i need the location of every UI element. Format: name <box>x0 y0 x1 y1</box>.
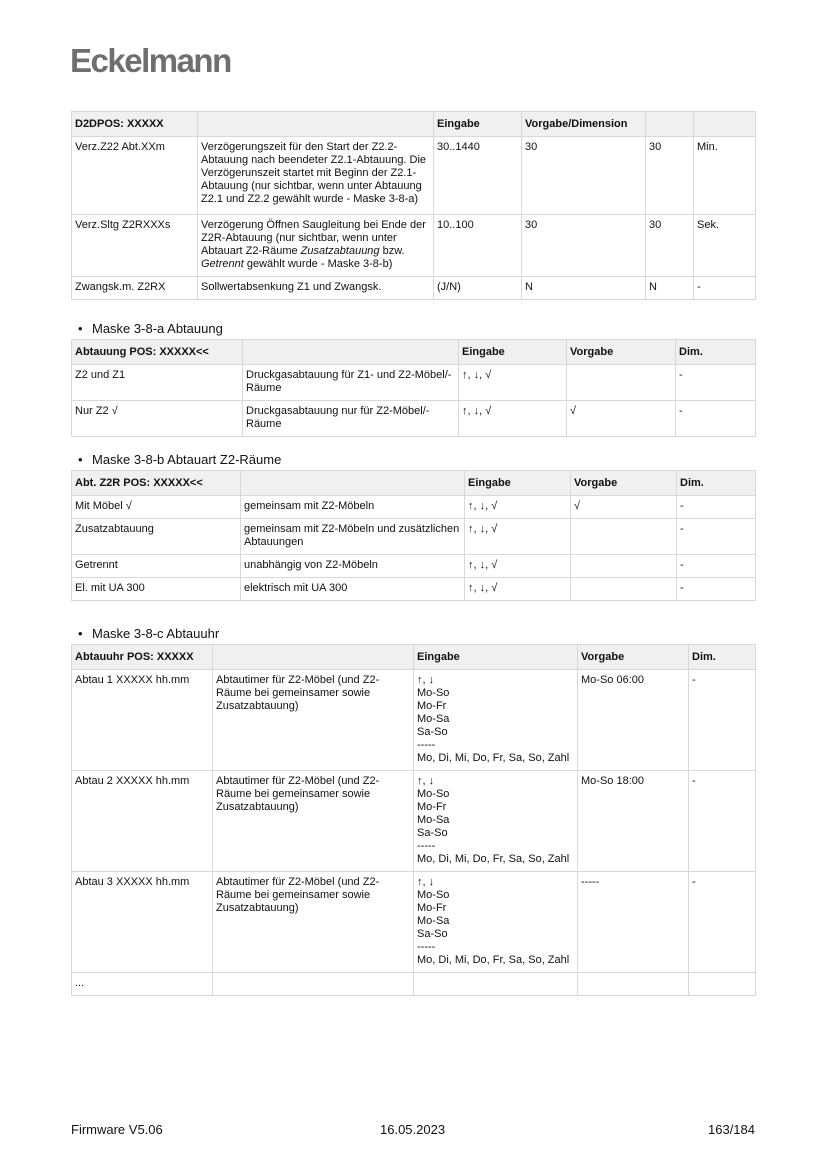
header-cell <box>694 112 756 137</box>
option-default <box>571 555 677 578</box>
header-cell <box>213 645 414 670</box>
table-row <box>72 670 756 771</box>
option-unit: - <box>676 401 756 437</box>
header-cell: Eingabe <box>459 340 567 365</box>
table-row <box>72 215 756 277</box>
option-description: unabhängig von Z2-Möbeln <box>241 555 465 578</box>
timer-description <box>213 973 414 996</box>
option-default <box>567 365 676 401</box>
header-cell: Abtauuhr POS: XXXXX <box>72 645 213 670</box>
timer-name: Abtau 3 XXXXX hh.mm <box>72 872 213 973</box>
param-unit: Min. <box>694 137 756 215</box>
table-row <box>72 496 756 519</box>
header-cell <box>646 112 694 137</box>
option-input: ↑, ↓, √ <box>465 578 571 601</box>
header-cell: Abtauung POS: XXXXX<< <box>72 340 243 365</box>
option-description: gemeinsam mit Z2-Möbeln und zusätzlichen Abtauungen <box>241 519 465 555</box>
timer-description: Abtautimer für Z2-Möbel (und Z2-Räume bei gemeinsamer sowie Zusatzabtauung) <box>213 872 414 973</box>
table-row <box>72 578 756 601</box>
table-row <box>72 365 756 401</box>
timer-unit: - <box>689 771 756 872</box>
option-default <box>571 519 677 555</box>
option-unit: - <box>677 578 756 601</box>
header-cell: Eingabe <box>465 471 571 496</box>
footer-firmware: Firmware V5.06 <box>71 1122 163 1137</box>
option-description: gemeinsam mit Z2-Möbeln <box>241 496 465 519</box>
option-input: ↑, ↓, √ <box>459 365 567 401</box>
param-description <box>198 215 434 277</box>
table-row <box>72 401 756 437</box>
table-header <box>72 471 756 496</box>
param-default: 30 <box>522 215 646 277</box>
param-value: 30 <box>646 137 694 215</box>
option-input: ↑, ↓, √ <box>459 401 567 437</box>
option-name: El. mit UA 300 <box>72 578 241 601</box>
section-heading-abtauart <box>78 452 281 467</box>
option-input: ↑, ↓, √ <box>465 496 571 519</box>
timer-default: Mo-So 06:00 <box>578 670 689 771</box>
option-name: Mit Möbel √ <box>72 496 241 519</box>
header-cell: Abt. Z2R POS: XXXXX<< <box>72 471 241 496</box>
d2dpos-table <box>71 111 756 300</box>
table-row <box>72 555 756 578</box>
timer-input <box>414 973 578 996</box>
option-default <box>571 578 677 601</box>
footer-page-number: 163/184 <box>708 1122 755 1137</box>
bullet-dot: • <box>78 321 83 336</box>
option-input: ↑, ↓, √ <box>465 555 571 578</box>
param-name: Verz.Z22 Abt.XXm <box>72 137 198 215</box>
timer-default: Mo-So 18:00 <box>578 771 689 872</box>
table-row <box>72 973 756 996</box>
param-description: Sollwertabsenkung Z1 und Zwangsk. <box>198 277 434 300</box>
option-description: Druckgasabtauung nur für Z2-Möbel/-Räume <box>243 401 459 437</box>
timer-unit <box>689 973 756 996</box>
param-description: Verzögerungszeit für den Start der Z2.2-Abtauung nach beendeter Z2.1-Abtauung. Die Verzögerunszeit startet mit Beginn der Z2.1-Abtauung (nur sichtbar, wenn unter Abtauung Z2.1 und Z2.2 gewählt wurde - Maske 3-8-a) <box>198 137 434 215</box>
option-name: Getrennt <box>72 555 241 578</box>
abtauung-table <box>71 339 756 437</box>
header-cell: Eingabe <box>434 112 522 137</box>
option-unit: - <box>677 496 756 519</box>
timer-unit: - <box>689 872 756 973</box>
param-unit: - <box>694 277 756 300</box>
param-default: 30 <box>522 137 646 215</box>
header-cell: Dim. <box>676 340 756 365</box>
timer-input: ↑, ↓ Mo-So Mo-Fr Mo-Sa Sa-So ----- Mo, Di, Mi, Do, Fr, Sa, So, Zahl <box>414 771 578 872</box>
table-header <box>72 645 756 670</box>
param-input: 30..1440 <box>434 137 522 215</box>
desc-text: Verzögerung Öffnen Saugleitung bei Ende der Z2R-Abtauung (nur sichtbar, wenn unter Abtauart Z2-Räume <box>201 219 426 257</box>
header-cell: Vorgabe <box>578 645 689 670</box>
timer-description: Abtautimer für Z2-Möbel (und Z2-Räume bei gemeinsamer sowie Zusatzabtauung) <box>213 670 414 771</box>
option-name: Z2 und Z1 <box>72 365 243 401</box>
eckelmann-logo: Eckelmann <box>70 42 231 79</box>
desc-text: gewählt wurde - Maske 3-8-b) <box>243 258 393 270</box>
desc-italic: Zusatzabtauung <box>300 245 380 257</box>
footer-date: 16.05.2023 <box>380 1122 446 1137</box>
table-row <box>72 771 756 872</box>
table-row <box>72 137 756 215</box>
option-description: elektrisch mit UA 300 <box>241 578 465 601</box>
param-default: N <box>522 277 646 300</box>
table-row <box>72 277 756 300</box>
timer-name: Abtau 1 XXXXX hh.mm <box>72 670 213 771</box>
desc-italic: Getrennt <box>201 258 244 270</box>
desc-text: bzw. <box>379 245 405 257</box>
param-value: 30 <box>646 215 694 277</box>
header-cell: Vorgabe <box>571 471 677 496</box>
table-row <box>72 872 756 973</box>
timer-name: Abtau 2 XXXXX hh.mm <box>72 771 213 872</box>
timer-default <box>578 973 689 996</box>
header-cell: Dim. <box>689 645 756 670</box>
table-header <box>72 112 756 137</box>
option-default: √ <box>567 401 676 437</box>
table-row <box>72 519 756 555</box>
param-unit: Sek. <box>694 215 756 277</box>
option-input: ↑, ↓, √ <box>465 519 571 555</box>
option-unit: - <box>676 365 756 401</box>
header-cell: Vorgabe/Dimension <box>522 112 646 137</box>
header-cell <box>241 471 465 496</box>
section-title: Maske 3-8-a Abtauung <box>92 321 223 336</box>
header-cell <box>243 340 459 365</box>
option-description: Druckgasabtauung für Z1- und Z2-Möbel/-Räume <box>243 365 459 401</box>
abtauart-table <box>71 470 756 601</box>
param-input: (J/N) <box>434 277 522 300</box>
section-heading-abtauung <box>78 321 223 336</box>
table-header <box>72 340 756 365</box>
bullet-dot: • <box>78 626 83 641</box>
option-name: Zusatzabtauung <box>72 519 241 555</box>
section-title: Maske 3-8-b Abtauart Z2-Räume <box>92 452 282 467</box>
param-value: N <box>646 277 694 300</box>
timer-name: ... <box>72 973 213 996</box>
section-heading-abtauuhr <box>78 626 219 641</box>
section-title: Maske 3-8-c Abtauuhr <box>92 626 220 641</box>
timer-unit: - <box>689 670 756 771</box>
header-cell <box>198 112 434 137</box>
param-input: 10..100 <box>434 215 522 277</box>
header-cell: Vorgabe <box>567 340 676 365</box>
option-unit: - <box>677 555 756 578</box>
timer-default: ----- <box>578 872 689 973</box>
header-cell: Eingabe <box>414 645 578 670</box>
option-default: √ <box>571 496 677 519</box>
bullet-dot: • <box>78 452 83 467</box>
param-name: Verz.Sltg Z2RXXXs <box>72 215 198 277</box>
header-cell: Dim. <box>677 471 756 496</box>
header-cell: D2DPOS: XXXXX <box>72 112 198 137</box>
param-name: Zwangsk.m. Z2RX <box>72 277 198 300</box>
option-name: Nur Z2 √ <box>72 401 243 437</box>
option-unit: - <box>677 519 756 555</box>
timer-description: Abtautimer für Z2-Möbel (und Z2-Räume bei gemeinsamer sowie Zusatzabtauung) <box>213 771 414 872</box>
abtauuhr-table <box>71 644 756 996</box>
timer-input: ↑, ↓ Mo-So Mo-Fr Mo-Sa Sa-So ----- Mo, Di, Mi, Do, Fr, Sa, So, Zahl <box>414 872 578 973</box>
timer-input: ↑, ↓ Mo-So Mo-Fr Mo-Sa Sa-So ----- Mo, Di, Mi, Do, Fr, Sa, So, Zahl <box>414 670 578 771</box>
